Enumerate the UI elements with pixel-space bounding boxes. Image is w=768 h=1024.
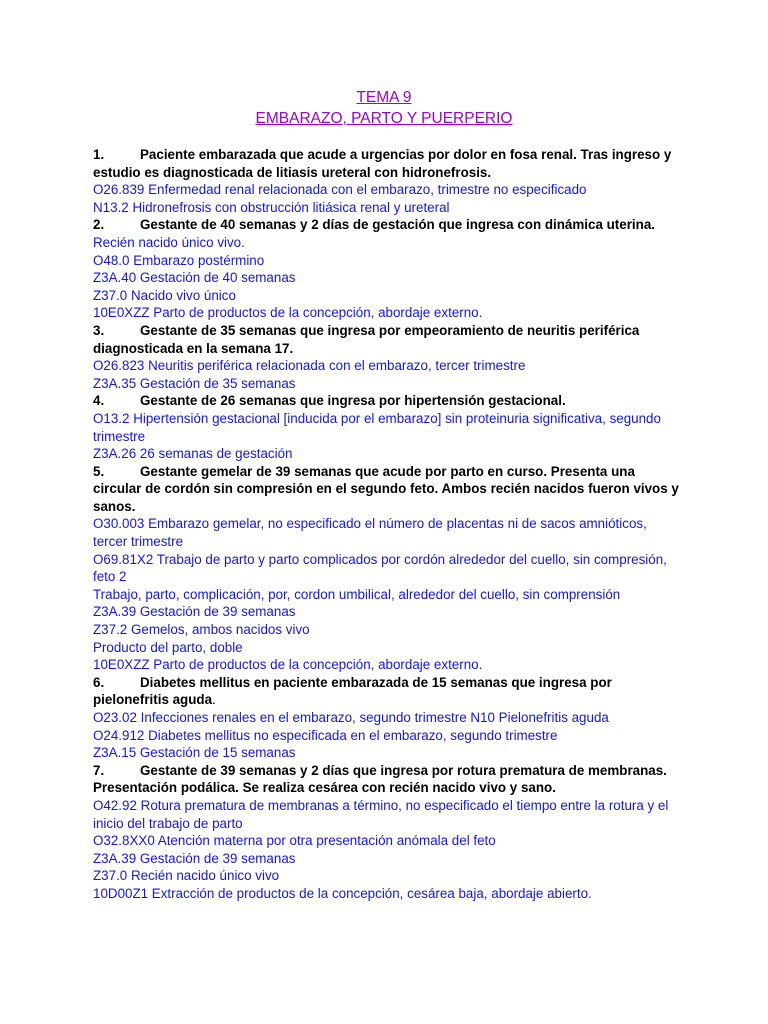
question-statement: Gestante de 40 semanas y 2 días de gestación que ingresa con dinámica uterina. <box>140 217 655 233</box>
answer-code-line: O69.81X2 Trabajo de parto y parto complicados por cordón alrededor del cuello, sin compresión, feto 2 <box>93 551 667 585</box>
document-body <box>93 146 683 903</box>
question-text <box>93 392 683 410</box>
answer-code-line: 10E0XZZ Parto de productos de la concepción, abordaje externo. <box>93 657 483 673</box>
answer-code-line: 10D00Z1 Extracción de productos de la concepción, cesárea baja, abordaje abierto. <box>93 885 592 901</box>
page-subtitle: EMBARAZO, PARTO Y PUERPERIO <box>255 110 513 127</box>
question-number: 3. <box>93 322 105 338</box>
answer-code-line: Z37.2 Gemelos, ambos nacidos vivo <box>93 622 310 638</box>
question-tail: Recién nacido único vivo. <box>93 234 245 250</box>
answer-code-line: Z3A.15 Gestación de 15 semanas <box>93 745 296 761</box>
question-statement: Gestante de 39 semanas y 2 días que ingresa por rotura prematura de membranas. Presentación podálica. Se realiza cesárea con recién nacido vivo y sano. <box>93 762 667 796</box>
question-block <box>93 762 683 903</box>
answer-code-line: 10E0XZZ Parto de productos de la concepción, abordaje externo. <box>93 305 483 321</box>
question-block <box>93 392 683 462</box>
question-number: 1. <box>93 147 105 162</box>
answer-code-line: O48.0 Embarazo postérmino <box>93 252 265 268</box>
question-block <box>93 216 683 322</box>
answer-code-line: Trabajo, parto, complicación, por, cordon umbilical, alrededor del cuello, sin comprensión <box>93 586 621 602</box>
question-text <box>93 674 683 709</box>
answer-code-line: O26.823 Neuritis periférica relacionada con el embarazo, tercer trimestre <box>93 358 526 374</box>
answer-code-line: O24.912 Diabetes mellitus no especificada en el embarazo, segundo trimestre <box>93 727 558 743</box>
question-number: 7. <box>93 762 105 778</box>
answer-code-line: Z3A.40 Gestación de 40 semanas <box>93 270 296 286</box>
question-number: 5. <box>93 463 105 479</box>
question-statement: Gestante de 26 semanas que ingresa por hipertensión gestacional. <box>140 393 566 409</box>
question-statement: Gestante de 35 semanas que ingresa por empeoramiento de neuritis periférica diagnosticada en la semana 17. <box>93 322 640 356</box>
answer-code-line: O30.003 Embarazo gemelar, no especificado el número de placentas ni de sacos amnióticos, tercer trimestre <box>93 516 647 550</box>
question-statement: Gestante gemelar de 39 semanas que acude por parto en curso. Presenta una circular de cordón sin compresión en el segundo feto. Ambos recién nacidos fueron vivos y sanos. <box>93 463 679 514</box>
document-header <box>0 87 768 129</box>
answer-code-line: Z3A.39 Gestación de 39 semanas <box>93 604 296 620</box>
answer-code-line: Z3A.26 26 semanas de gestación <box>93 446 293 462</box>
page-title: TEMA 9 <box>356 89 412 106</box>
question-text <box>93 463 683 516</box>
answer-code-line: Z37.0 Recién nacido único vivo <box>93 868 280 884</box>
question-number: 6. <box>93 674 105 690</box>
answer-code-line: O42.92 Rotura prematura de membranas a término, no especificado el tiempo entre la rotura y el inicio del trabajo de parto <box>93 797 669 831</box>
answer-code-line: O32.8XX0 Atención materna por otra presentación anómala del feto <box>93 833 496 849</box>
answer-code-line: N13.2 Hidronefrosis con obstrucción litiásica renal y ureteral <box>93 199 450 215</box>
question-text <box>93 146 683 181</box>
question-text <box>93 216 683 251</box>
question-block <box>93 463 683 674</box>
question-text <box>93 762 683 797</box>
answer-code-line: Z3A.39 Gestación de 39 semanas <box>93 850 296 866</box>
answer-code-line: O26.839 Enfermedad renal relacionada con el embarazo, trimestre no especificado <box>93 182 587 198</box>
answer-code-line: O23.02 Infecciones renales en el embarazo, segundo trimestre N10 Pielonefritis aguda <box>93 710 609 725</box>
question-statement: Paciente embarazada que acude a urgencias por dolor en fosa renal. Tras ingreso y estudio es diagnosticada de litiasis ureteral con hidronefrosis. <box>93 147 672 180</box>
question-block <box>93 674 683 762</box>
question-statement: Diabetes mellitus en paciente embarazada de 15 semanas que ingresa por pielonefritis aguda <box>93 674 612 708</box>
answer-code-line: Z37.0 Nacido vivo único <box>93 287 236 303</box>
answer-code-line: Z3A.35 Gestación de 35 semanas <box>93 375 296 391</box>
answer-code-line: O13.2 Hipertensión gestacional [inducida por el embarazo] sin proteinuria significativa, segundo trimestre <box>93 410 661 444</box>
question-block <box>93 322 683 392</box>
question-number: 2. <box>93 217 105 233</box>
question-tail: . <box>212 692 216 708</box>
question-text <box>93 322 683 357</box>
question-number: 4. <box>93 393 105 409</box>
answer-code-line: Producto del parto, doble <box>93 639 243 655</box>
question-block <box>93 146 683 216</box>
